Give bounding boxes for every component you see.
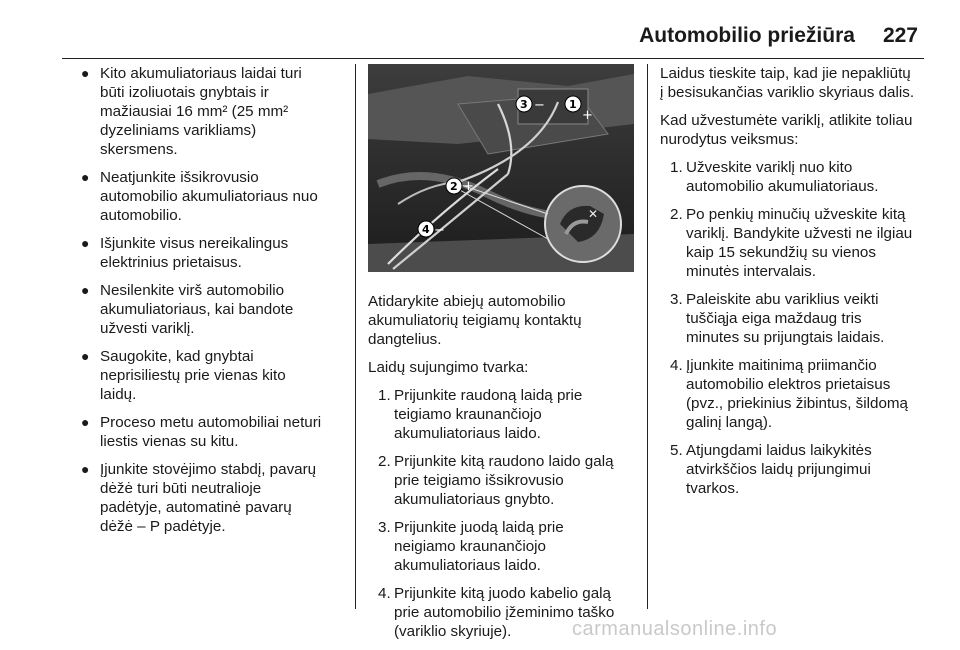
connection-steps bbox=[368, 386, 634, 641]
bullet-icon: ● bbox=[81, 65, 90, 81]
column-divider bbox=[647, 64, 648, 609]
bullet-icon: ● bbox=[81, 414, 90, 430]
list-item: ● Saugokite, kad gnybtai neprisiliestų prie vienas kito laidų. bbox=[81, 348, 286, 403]
list-item: 2. Po penkių minučių užveskite kitą variklį. Bandykite užvesti ne ilgiau kaip 15 sekundžių su vienos minutės intervalais. bbox=[670, 206, 913, 280]
bullet-icon: ● bbox=[81, 235, 90, 251]
plus-icon: + bbox=[582, 108, 593, 123]
precaution-list bbox=[76, 64, 344, 536]
bullet-icon: ● bbox=[81, 282, 90, 298]
column-middle bbox=[368, 64, 634, 650]
minus-icon: − bbox=[434, 223, 445, 238]
bullet-icon: ● bbox=[81, 169, 90, 185]
jump-start-illustration bbox=[368, 64, 634, 272]
routing-paragraph: Laidus tieskite taip, kad jie nepakliūtų į besisukančias variklio skyriaus dalis. bbox=[660, 65, 915, 101]
start-paragraph: Kad užvestumėte variklį, atlikite toliau nurodytus veiksmus: bbox=[660, 112, 913, 148]
page-number: 227 bbox=[882, 24, 918, 47]
start-steps bbox=[660, 158, 930, 498]
list-item: 3. Prijunkite juodą laidą prie neigiamo kraunančiojo akumuliatoriaus laido. bbox=[378, 519, 564, 574]
list-item: ● Proceso metu automobiliai neturi liestis vienas su kitu. bbox=[81, 414, 322, 450]
list-item: 1. Prijunkite raudoną laidą prie teigiamo kraunančiojo akumuliatoriaus laido. bbox=[378, 387, 583, 442]
order-heading: Laidų sujungimo tvarka: bbox=[368, 359, 529, 376]
page-header bbox=[639, 24, 918, 60]
list-item: ● Neatjunkite išsikrovusio automobilio akumuliatoriaus nuo automobilio. bbox=[81, 169, 318, 224]
svg-text:✕: ✕ bbox=[588, 207, 599, 221]
bullet-icon: ● bbox=[81, 461, 90, 477]
list-item: 5. Atjungdami laidus laikykitės atvirkščios laidų prijungimui tvarkos. bbox=[670, 442, 872, 497]
minus-icon: − bbox=[534, 98, 545, 113]
intro-paragraph: Atidarykite abiejų automobilio akumuliatorių teigiamų kontaktų dangtelius. bbox=[368, 293, 582, 348]
callout-3: 3 bbox=[520, 98, 528, 111]
list-item: ● Nesilenkite virš automobilio akumuliatoriaus, kai bandote užvesti variklį. bbox=[81, 282, 294, 337]
plus-icon: + bbox=[463, 179, 474, 194]
list-item: 2. Prijunkite kitą raudono laido galą prie teigiamo išsikrovusio akumuliatoriaus gnybto. bbox=[378, 453, 614, 508]
watermark-logo: carmanualsonline.info bbox=[572, 618, 778, 640]
header-divider bbox=[62, 58, 924, 59]
list-item: 4. Įjunkite maitinimą priimančio automobilio elektros prietaisus (pvz., priekinius žibintus, šildomą galinį langą). bbox=[670, 357, 908, 431]
page-title: Automobilio priežiūra bbox=[639, 24, 855, 47]
engine-bay-figure bbox=[368, 64, 634, 272]
list-item: ● Išjunkite visus nereikalingus elektrinius prietaisus. bbox=[81, 235, 289, 271]
list-item: 3. Paleiskite abu variklius veikti tuščiąja eiga maždaug tris minutes su prijungtais laidais. bbox=[670, 291, 885, 346]
list-item: 1. Užveskite variklį nuo kito automobilio akumuliatoriaus. bbox=[670, 159, 879, 195]
callout-4: 4 bbox=[422, 223, 430, 236]
callout-1: 1 bbox=[569, 98, 577, 111]
bullet-icon: ● bbox=[81, 348, 90, 364]
callout-2: 2 bbox=[450, 180, 458, 193]
list-item: ● Kito akumuliatoriaus laidai turi būti izoliuotais gnybtais ir mažiausiai 16 mm² (25 mm² dyzeliniams varikliams) skersmens. bbox=[81, 65, 302, 158]
column-divider bbox=[355, 64, 356, 609]
list-item: ● Įjunkite stovėjimo stabdį, pavarų dėžė turi būti neutralioje padėtyje, automatinė pavarų dėžė – P padėtyje. bbox=[81, 461, 317, 535]
column-left bbox=[76, 64, 344, 545]
list-item: 4. Prijunkite kitą juodo kabelio galą prie automobilio įžeminimo taško (variklio skyriuje). bbox=[378, 585, 615, 640]
column-right bbox=[660, 64, 930, 507]
